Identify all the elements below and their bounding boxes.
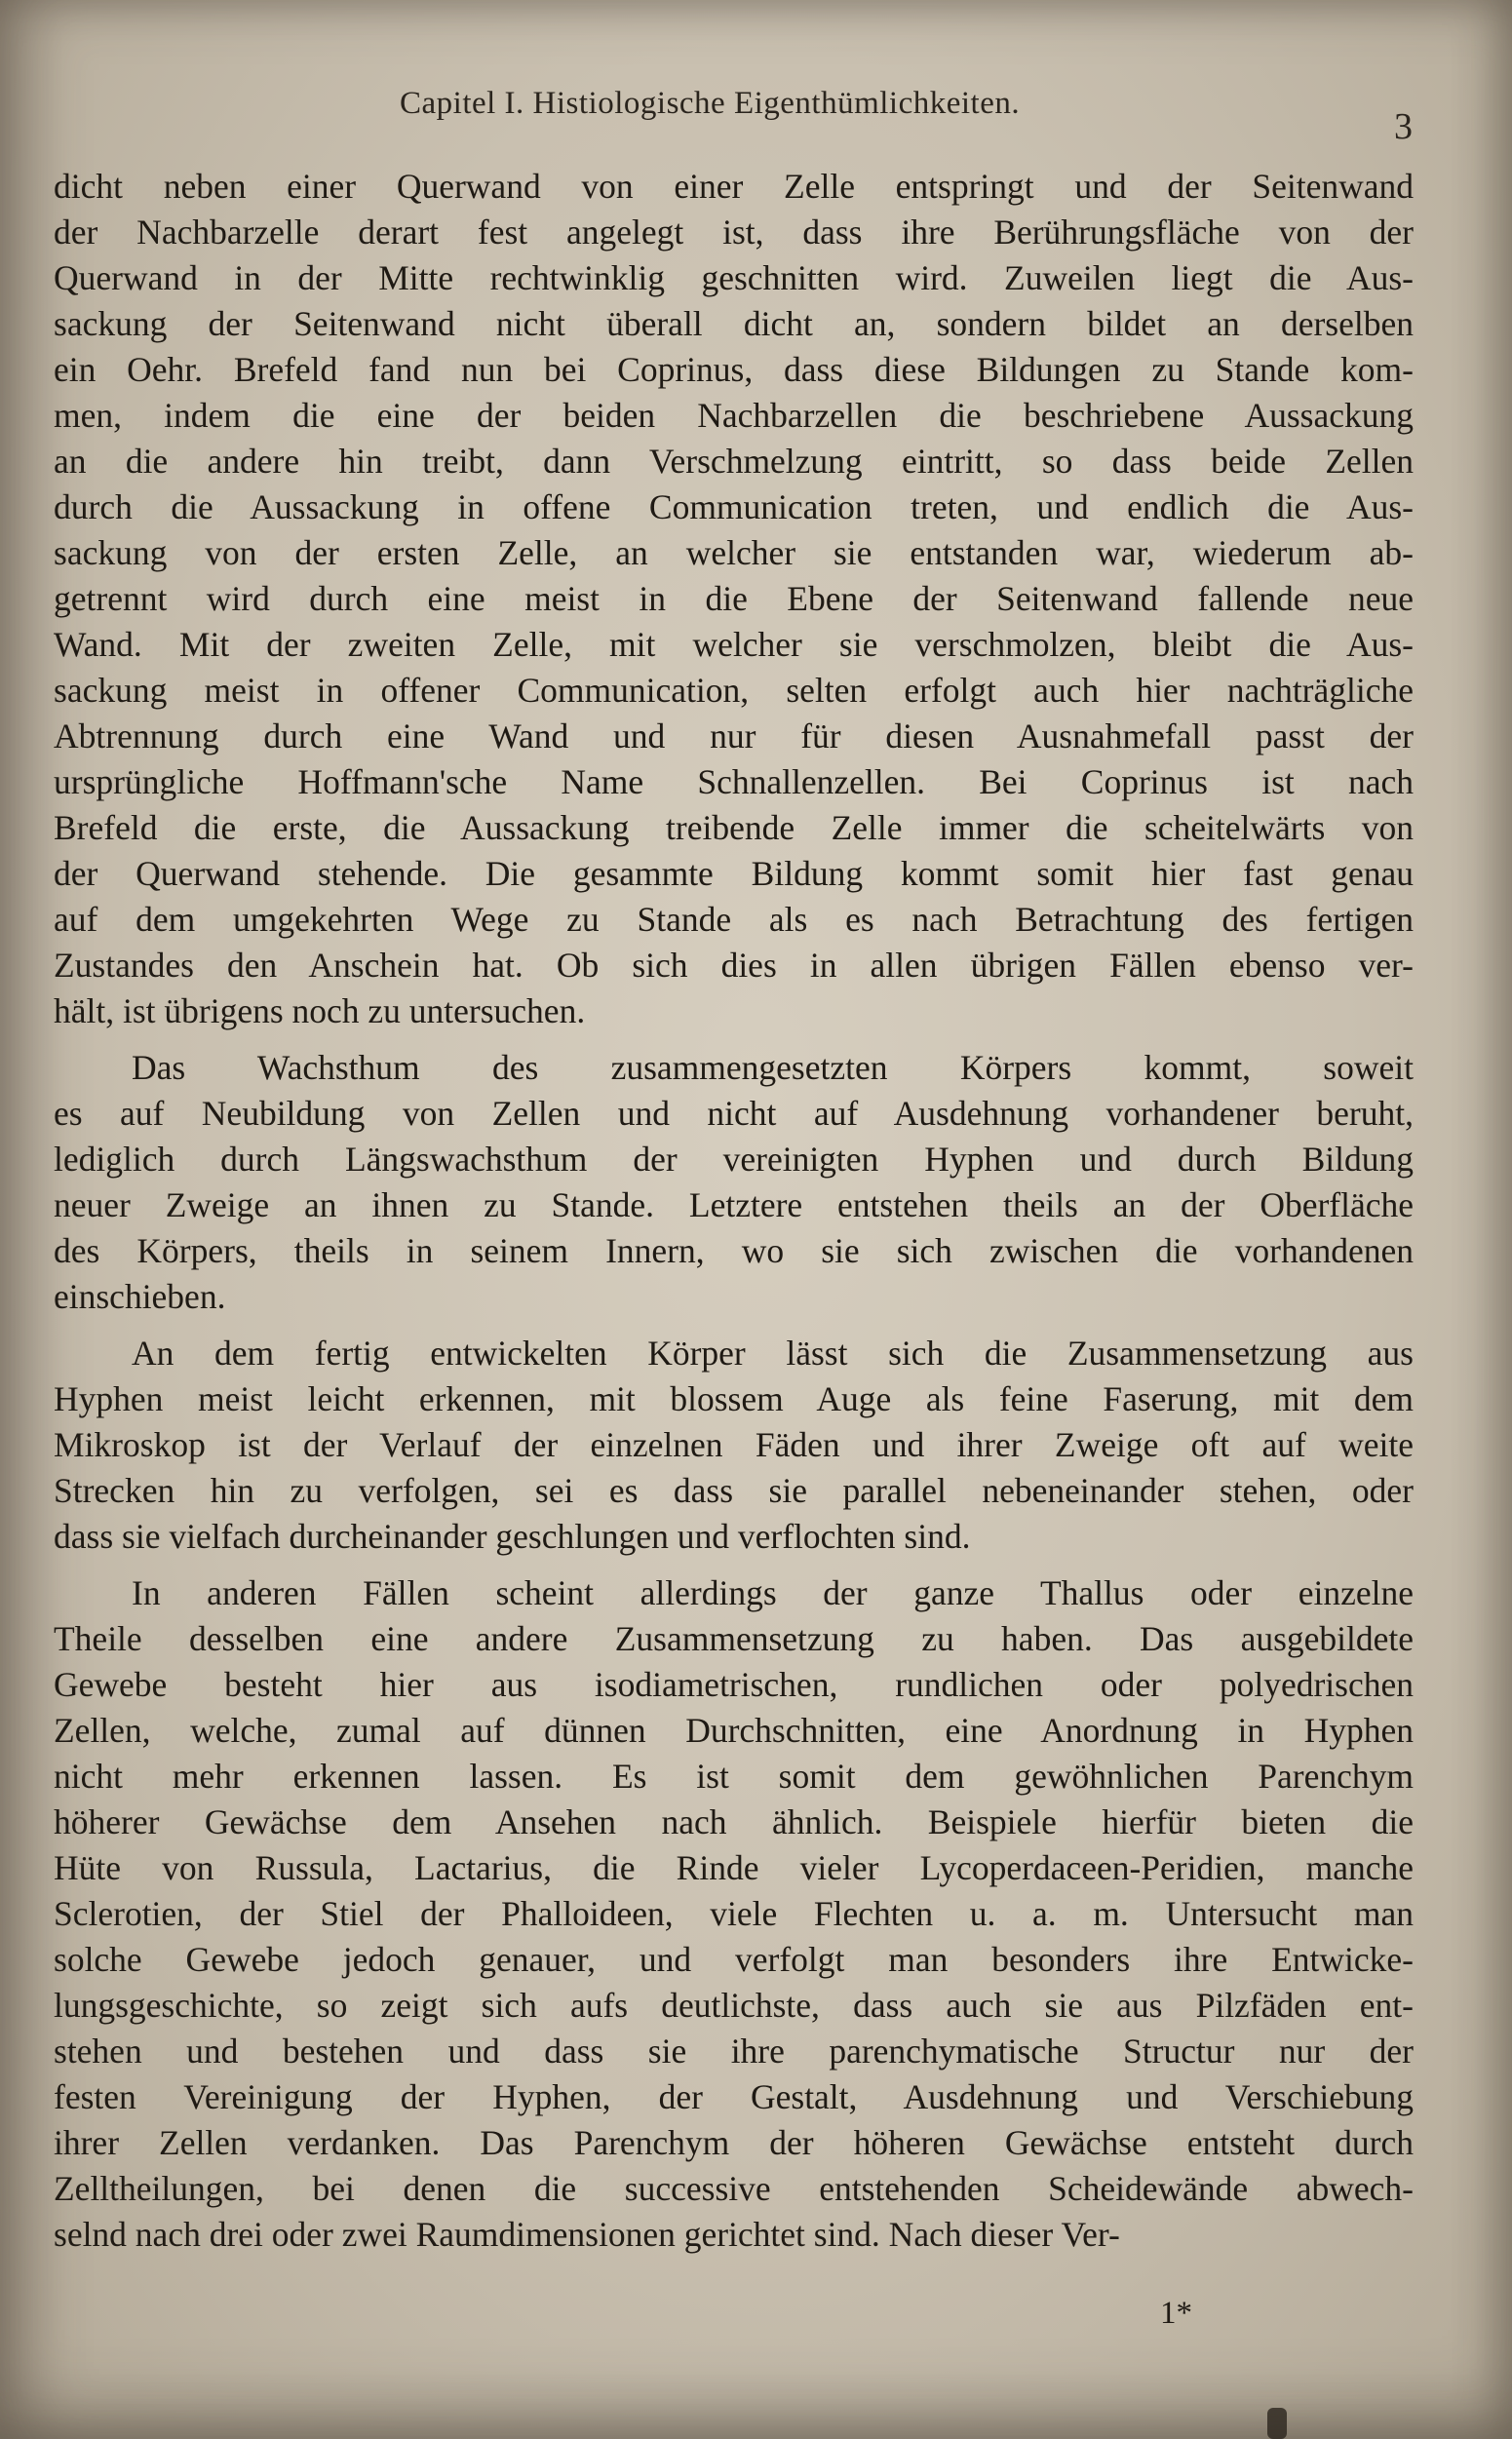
text-line: auf dem umgekehrten Wege zu Stande als es nach Betrachtung des fertigen <box>54 900 1414 939</box>
text-line: Zelltheilungen, bei denen die successive entstehenden Scheidewände abwech- <box>54 2169 1414 2208</box>
text-line: einschieben. <box>54 1277 226 1316</box>
text-line: ihrer Zellen verdanken. Das Parenchym der höheren Gewächse entsteht durch <box>54 2123 1414 2162</box>
text-line: In anderen Fällen scheint allerdings der ganze Thallus oder einzelne <box>132 1573 1414 1612</box>
text-line: ursprüngliche Hoffmann'sche Name Schnallenzellen. Bei Coprinus ist nach <box>54 762 1414 801</box>
text-line: höherer Gewächse dem Ansehen nach ähnlich. Beispiele hierfür bieten die <box>54 1802 1414 1841</box>
text-line: selnd nach drei oder zwei Raumdimensionen gerichtet sind. Nach dieser Ver- <box>54 2215 1120 2254</box>
text-line: neuer Zweige an ihnen zu Stande. Letztere entstehen theils an der Oberfläche <box>54 1185 1414 1224</box>
page-number: 3 <box>1394 106 1413 147</box>
text-line: Brefeld die erste, die Aussackung treibende Zelle immer die scheitelwärts von <box>54 808 1414 847</box>
ink-mark <box>1267 2408 1287 2439</box>
text-line: lediglich durch Längswachsthum der vereinigten Hyphen und durch Bildung <box>54 1140 1414 1179</box>
text-line: Hyphen meist leicht erkennen, mit blossem Auge als feine Faserung, mit dem <box>54 1379 1414 1418</box>
text-line: ein Oehr. Brefeld fand nun bei Coprinus, dass diese Bildungen zu Stande kom- <box>54 350 1414 389</box>
text-line: Abtrennung durch eine Wand und nur für diesen Ausnahmefall passt der <box>54 716 1414 755</box>
text-line: Querwand in der Mitte rechtwinklig geschnitten wird. Zuweilen liegt die Aus- <box>54 258 1414 297</box>
text-line: men, indem die eine der beiden Nachbarzellen die beschriebene Aussackung <box>54 396 1414 435</box>
text-line: sackung meist in offener Communication, selten erfolgt auch hier nachträgliche <box>54 671 1414 710</box>
text-line: dass sie vielfach durcheinander geschlungen und verflochten sind. <box>54 1517 971 1556</box>
text-line: festen Vereinigung der Hyphen, der Gestalt, Ausdehnung und Verschiebung <box>54 2077 1414 2116</box>
paragraph <box>54 164 1414 1034</box>
text-line: Theile desselben eine andere Zusammensetzung zu haben. Das ausgebildete <box>54 1619 1414 1658</box>
text-line: durch die Aussackung in offene Communication treten, und endlich die Aus- <box>54 487 1414 526</box>
text-line: es auf Neubildung von Zellen und nicht auf Ausdehnung vorhandener beruht, <box>54 1094 1414 1133</box>
text-line: solche Gewebe jedoch genauer, und verfolgt man besonders ihre Entwicke- <box>54 1940 1414 1979</box>
text-line: Zellen, welche, zumal auf dünnen Durchschnitten, eine Anordnung in Hyphen <box>54 1711 1414 1750</box>
text-line: Strecken hin zu verfolgen, sei es dass sie parallel nebeneinander stehen, oder <box>54 1471 1414 1510</box>
text-line: nicht mehr erkennen lassen. Es ist somit dem gewöhnlichen Parenchym <box>54 1757 1414 1796</box>
signature-mark: 1* <box>1160 2296 1192 2331</box>
text-line: stehen und bestehen und dass sie ihre parenchymatische Structur nur der <box>54 2032 1414 2071</box>
text-line: Gewebe besteht hier aus isodiametrischen, rundlichen oder polyedrischen <box>54 1665 1414 1704</box>
paragraph <box>54 1570 1414 2258</box>
text-line: der Nachbarzelle derart fest angelegt ist, dass ihre Berührungsfläche von der <box>54 213 1414 252</box>
text-line: sackung von der ersten Zelle, an welcher sie entstanden war, wiederum ab- <box>54 533 1414 572</box>
text-line: Mikroskop ist der Verlauf der einzelnen Fäden und ihrer Zweige oft auf weite <box>54 1425 1414 1464</box>
text-line: hält, ist übrigens noch zu untersuchen. <box>54 991 586 1030</box>
text-line: an die andere hin treibt, dann Verschmelzung eintritt, so dass beide Zellen <box>54 442 1414 481</box>
running-head: Capitel I. Histiologische Eigenthümlichkeiten. <box>400 86 1021 121</box>
text-line: An dem fertig entwickelten Körper lässt sich die Zusammensetzung aus <box>132 1334 1414 1373</box>
text-line: lungsgeschichte, so zeigt sich aufs deutlichste, dass auch sie aus Pilzfäden ent- <box>54 1986 1414 2025</box>
paragraph <box>54 1045 1414 1320</box>
body-text <box>54 164 1414 2258</box>
text-line: sackung der Seitenwand nicht überall dicht an, sondern bildet an derselben <box>54 304 1414 343</box>
text-line: Hüte von Russula, Lactarius, die Rinde vieler Lycoperdaceen-Peridien, manche <box>54 1848 1414 1887</box>
text-line: Zustandes den Anschein hat. Ob sich dies in allen übrigen Fällen ebenso ver- <box>54 946 1414 985</box>
text-line: des Körpers, theils in seinem Innern, wo sie sich zwischen die vorhandenen <box>54 1231 1414 1270</box>
paragraph <box>54 1331 1414 1560</box>
text-line: dicht neben einer Querwand von einer Zelle entspringt und der Seitenwand <box>54 167 1414 206</box>
text-line: getrennt wird durch eine meist in die Ebene der Seitenwand fallende neue <box>54 579 1414 618</box>
text-line: der Querwand stehende. Die gesammte Bildung kommt somit hier fast genau <box>54 854 1414 893</box>
text-line: Das Wachsthum des zusammengesetzten Körpers kommt, soweit <box>132 1048 1414 1087</box>
text-line: Sclerotien, der Stiel der Phalloideen, viele Flechten u. a. m. Untersucht man <box>54 1894 1414 1933</box>
text-line: Wand. Mit der zweiten Zelle, mit welcher sie verschmolzen, bleibt die Aus- <box>54 625 1414 664</box>
